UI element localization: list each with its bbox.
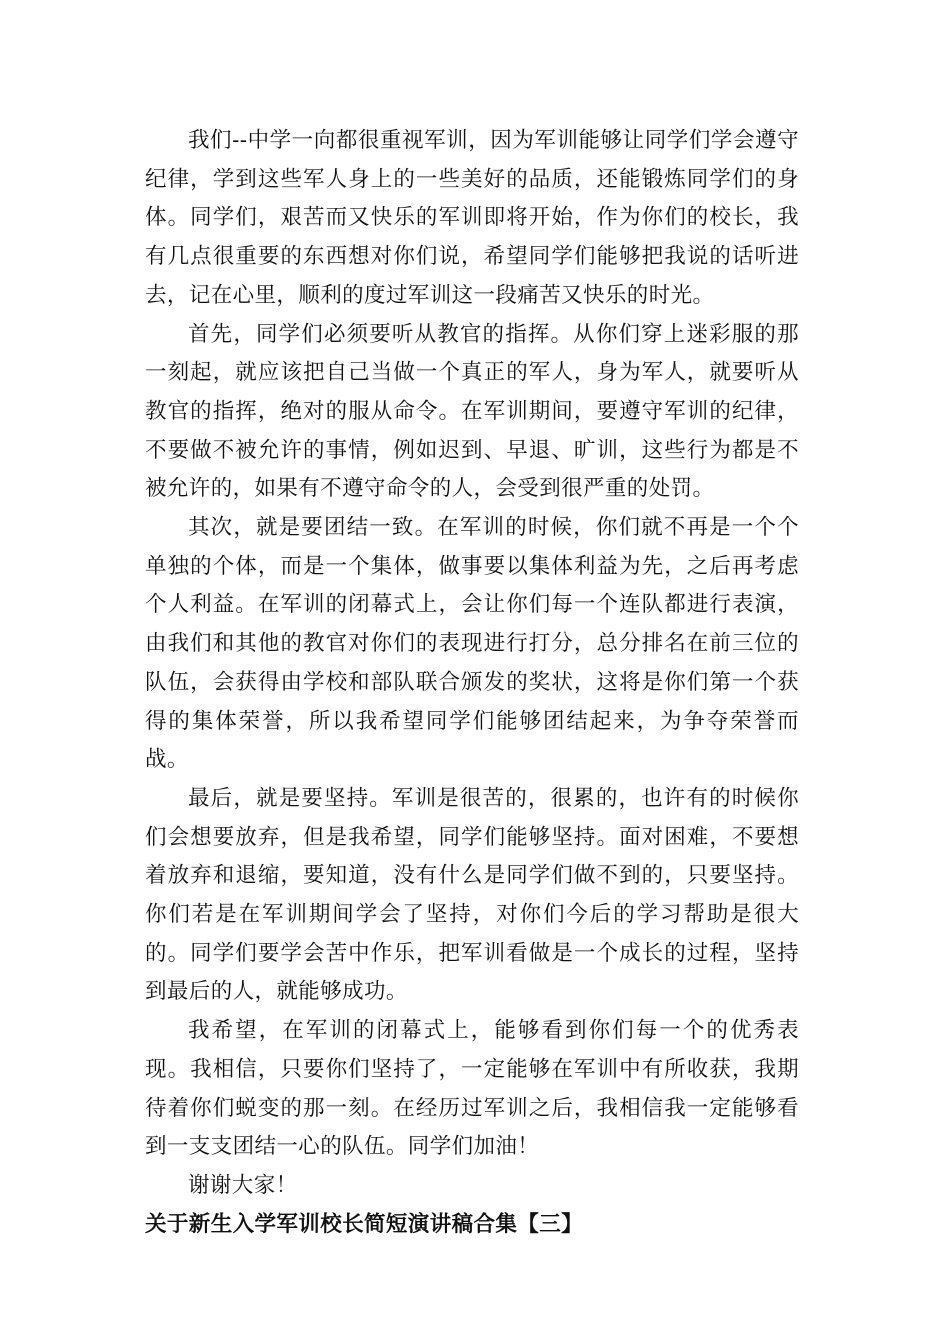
section-heading: 关于新生入学军训校长简短演讲稿合集【三】	[145, 1211, 584, 1237]
paragraph-first-point: 首先，同学们必须要听从教官的指挥。从你们穿上迷彩服的那一刻起，就应该把自己当做一个真正的军人，身为军人，就要听从教官的指挥，绝对的服从命令。在军训期间，要遵守军训的纪律，不要做不被允许的事情，例如迟到、早退、旷训，这些行为都是不被允许的，如果有不遵守命令的人，会受到很严重的处罚。	[145, 321, 799, 502]
paragraph-thanks: 谢谢大家！	[188, 1172, 298, 1198]
paragraph-closing: 我希望，在军训的闭幕式上，能够看到你们每一个的优秀表现。我相信，只要你们坚持了，一定能够在军训中有所收获，我期待着你们蜕变的那一刻。在经历过军训之后，我相信我一定能够看到一支支团结一心的队伍。同学们加油！	[145, 1018, 799, 1160]
paragraph-third-point: 最后，就是要坚持。军训是很苦的，很累的，也许有的时候你们会想要放弃，但是我希望，同学们能够坚持。面对困难，不要想着放弃和退缩，要知道，没有什么是同学们做不到的，只要坚持。你们若是在军训期间学会了坚持，对你们今后的学习帮助是很大的。同学们要学会苦中作乐，把军训看做是一个成长的过程，坚持到最后的人，就能够成功。	[145, 785, 799, 1005]
paragraph-intro: 我们--中学一向都很重视军训，因为军训能够让同学们学会遵守纪律，学到这些军人身上的一些美好的品质，还能锻炼同学们的身体。同学们，艰苦而又快乐的军训即将开始，作为你们的校长，我有几点很重要的东西想对你们说，希望同学们能够把我说的话听进去，记在心里，顺利的度过军训这一段痛苦又快乐的时光。	[145, 128, 799, 308]
paragraph-second-point: 其次，就是要团结一致。在军训的时候，你们就不再是一个个单独的个体，而是一个集体，做事要以集体利益为先，之后再考虑个人利益。在军训的闭幕式上，会让你们每一个连队都进行表演，由我们和其他的教官对你们的表现进行打分，总分排名在前三位的队伍，会获得由学校和部队联合颁发的奖状，这将是你们第一个获得的集体荣誉，所以我希望同学们能够团结起来，为争夺荣誉而战。	[145, 515, 799, 773]
document-body	[145, 122, 799, 1244]
